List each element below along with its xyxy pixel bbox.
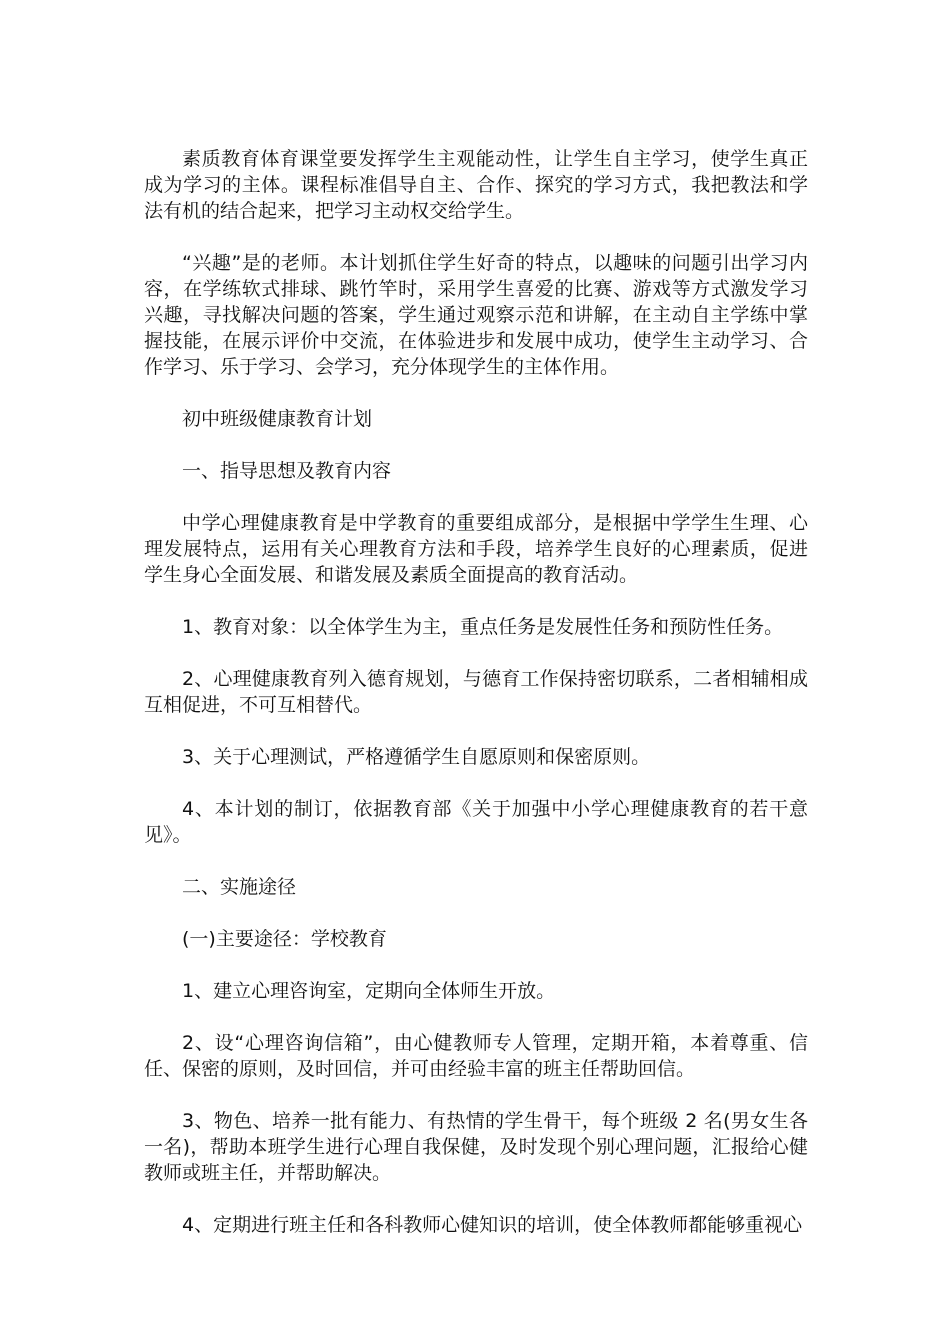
- list-item-6: 2、设“心理咨询信箱”，由心健教师专人管理，定期开箱，本着尊重、信任、保密的原则，及时回信，并可由经验丰富的班主任帮助回信。: [144, 1032, 808, 1080]
- heading-2: 二、实施途径: [182, 876, 297, 898]
- list-item-5: 1、建立心理咨询室，定期向全体师生开放。: [182, 980, 556, 1002]
- subheading-1: (一)主要途径：学校教育: [182, 928, 387, 950]
- heading-1: 一、指导思想及教育内容: [182, 460, 392, 482]
- paragraph-2: “兴趣”是的老师。本计划抓住学生好奇的特点，以趣味的问题引出学习内容，在学练软式排球、跳竹竿时，采用学生喜爱的比赛、游戏等方式激发学习兴趣，寻找解决问题的答案，学生通过观察示范和讲解，在主动自主学练中掌握技能，在展示评价中交流，在体验进步和发展中成功，使学生主动学习、合作学习、乐于学习、会学习，充分体现学生的主体作用。: [144, 252, 808, 378]
- document-page: [144, 146, 808, 1264]
- paragraph-3: 中学心理健康教育是中学教育的重要组成部分，是根据中学学生生理、心理发展特点，运用有关心理教育方法和手段，培养学生良好的心理素质，促进学生身心全面发展、和谐发展及素质全面提高的教育活动。: [144, 512, 808, 586]
- list-item-8: 4、定期进行班主任和各科教师心健知识的培训，使全体教师都能够重视心: [182, 1214, 803, 1236]
- list-item-7: 3、物色、培养一批有能力、有热情的学生骨干，每个班级 2 名(男女生各一名)，帮助本班学生进行心理自我保健，及时发现个别心理问题，汇报给心健教师或班主任，并帮助解决。: [144, 1110, 808, 1184]
- paragraph-1: 素质教育体育课堂要发挥学生主观能动性，让学生自主学习，使学生真正成为学习的主体。课程标准倡导自主、合作、探究的学习方式，我把教法和学法有机的结合起来，把学习主动权交给学生。: [144, 148, 808, 222]
- list-item-1: 1、教育对象：以全体学生为主，重点任务是发展性任务和预防性任务。: [182, 616, 784, 638]
- section-title: 初中班级健康教育计划: [182, 408, 373, 430]
- list-item-2: 2、心理健康教育列入德育规划，与德育工作保持密切联系，二者相辅相成互相促进，不可互相替代。: [144, 668, 808, 716]
- list-item-3: 3、关于心理测试，严格遵循学生自愿原则和保密原则。: [182, 746, 651, 768]
- list-item-4: 4、本计划的制订，依据教育部《关于加强中小学心理健康教育的若干意见》。: [144, 798, 808, 846]
